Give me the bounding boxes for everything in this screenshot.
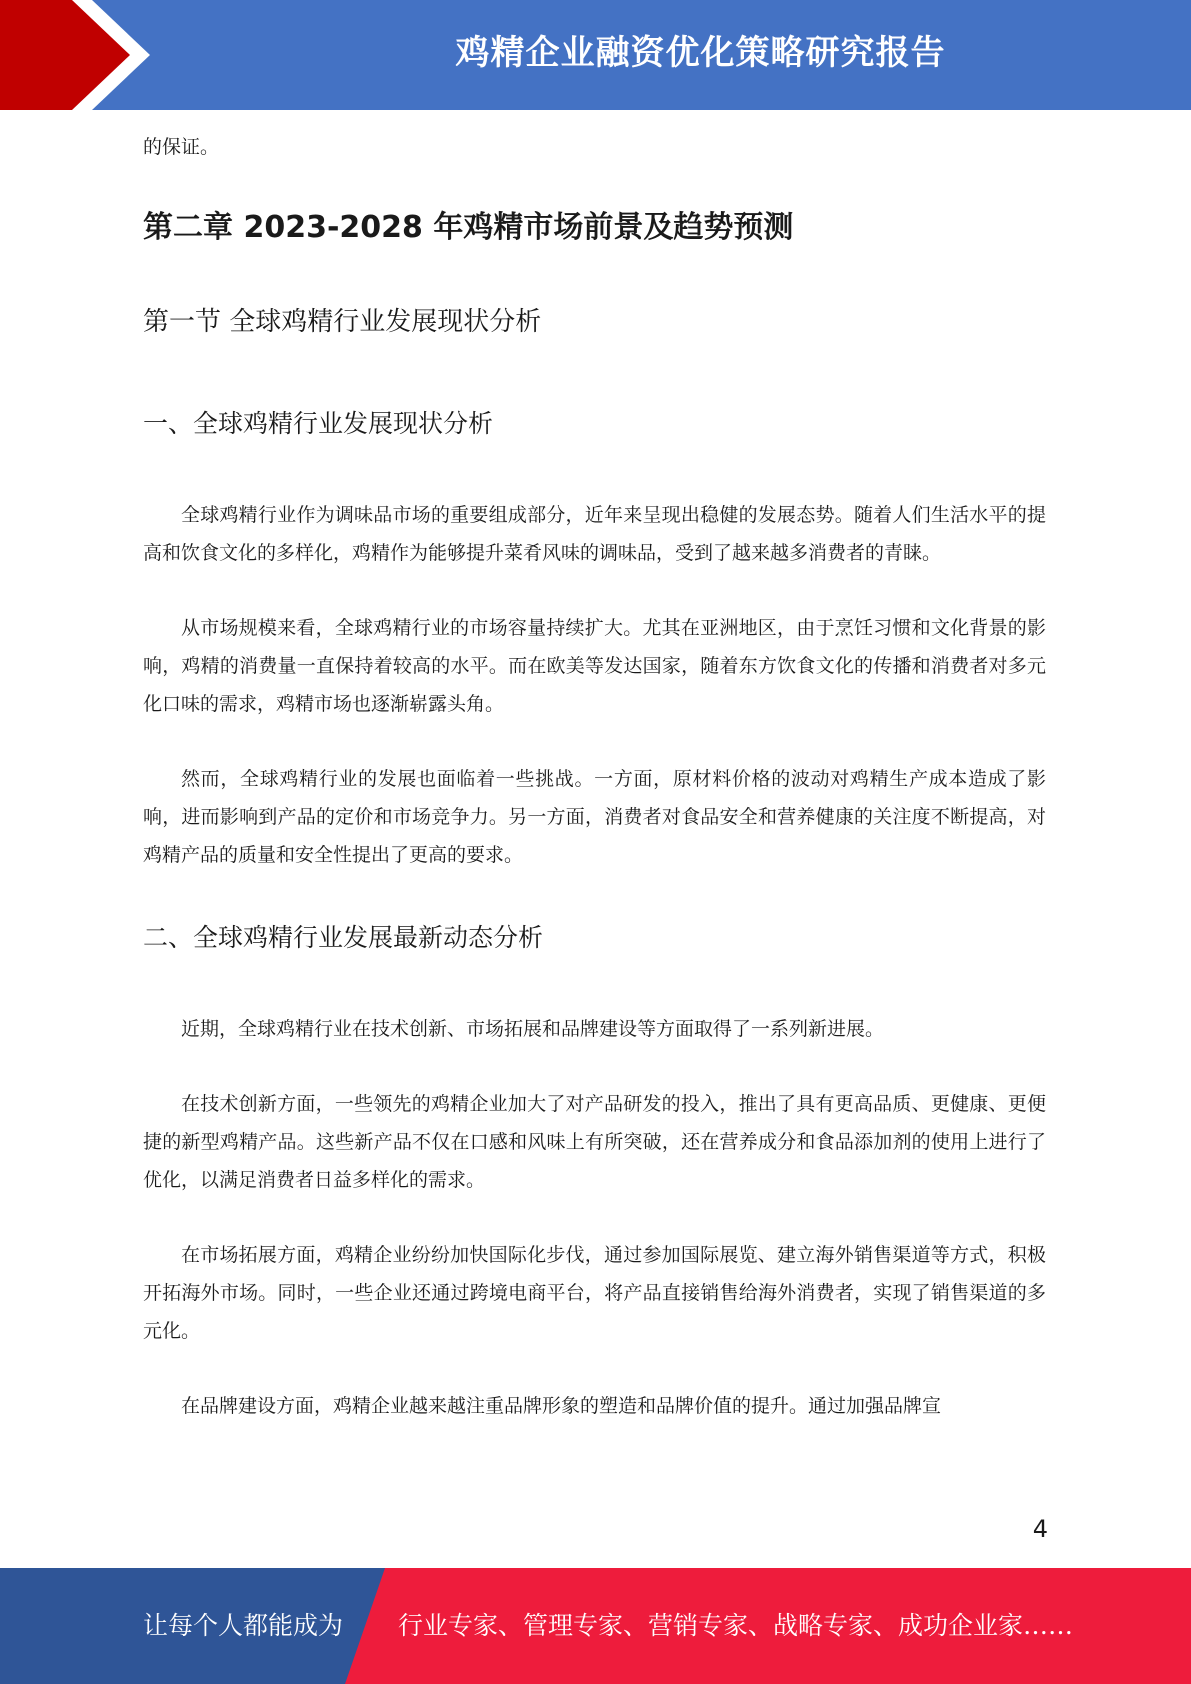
subsection-title-1: 一、全球鸡精行业发展现状分析 — [143, 409, 494, 438]
paragraph: 从市场规模来看，全球鸡精行业的市场容量持续扩大。尤其在亚洲地区，由于烹饪习惯和文化背景的影响，鸡精的消费量一直保持着较高的水平。而在欧美等发达国家，随着东方饮食文化的传播和消费者对多元化口味的需求，鸡精市场也逐渐崭露头角。 — [143, 617, 1046, 715]
page-header — [0, 0, 1191, 110]
continuation-text: 的保证。 — [143, 136, 220, 158]
footer-slogan-left: 让每个人都能成为 — [143, 1611, 344, 1640]
paragraph: 在市场拓展方面，鸡精企业纷纷加快国际化步伐，通过参加国际展览、建立海外销售渠道等方式，积极开拓海外市场。同时，一些企业还通过跨境电商平台，将产品直接销售给海外消费者，实现了销售渠道的多元化。 — [143, 1244, 1046, 1342]
document-title: 鸡精企业融资优化策略研究报告 — [455, 33, 946, 73]
page-footer — [0, 1568, 1191, 1684]
footer-slogan-right: 行业专家、管理专家、营销专家、战略专家、成功企业家…… — [398, 1611, 1074, 1640]
page-number: 4 — [1032, 1515, 1048, 1543]
paragraph: 在品牌建设方面，鸡精企业越来越注重品牌形象的塑造和品牌价值的提升。通过加强品牌宣 — [181, 1395, 942, 1417]
chapter-title: 第二章 2023-2028 年鸡精市场前景及趋势预测 — [143, 210, 794, 245]
paragraph: 在技术创新方面，一些领先的鸡精企业加大了对产品研发的投入，推出了具有更高品质、更健康、更便捷的新型鸡精产品。这些新产品不仅在口感和风味上有所突破，还在营养成分和食品添加剂的使用上进行了优化，以满足消费者日益多样化的需求。 — [143, 1093, 1046, 1191]
subsection-title-2: 二、全球鸡精行业发展最新动态分析 — [143, 923, 544, 952]
paragraph: 近期，全球鸡精行业在技术创新、市场拓展和品牌建设等方面取得了一系列新进展。 — [181, 1018, 885, 1040]
page-content — [143, 128, 1046, 1425]
paragraph: 全球鸡精行业作为调味品市场的重要组成部分，近年来呈现出稳健的发展态势。随着人们生活水平的提高和饮食文化的多样化，鸡精作为能够提升菜肴风味的调味品，受到了越来越多消费者的青睐。 — [143, 504, 1046, 564]
section-title: 第一节 全球鸡精行业发展现状分析 — [143, 307, 542, 337]
paragraph: 然而，全球鸡精行业的发展也面临着一些挑战。一方面，原材料价格的波动对鸡精生产成本造成了影响，进而影响到产品的定价和市场竞争力。另一方面，消费者对食品安全和营养健康的关注度不断提高，对鸡精产品的质量和安全性提出了更高的要求。 — [143, 768, 1046, 866]
